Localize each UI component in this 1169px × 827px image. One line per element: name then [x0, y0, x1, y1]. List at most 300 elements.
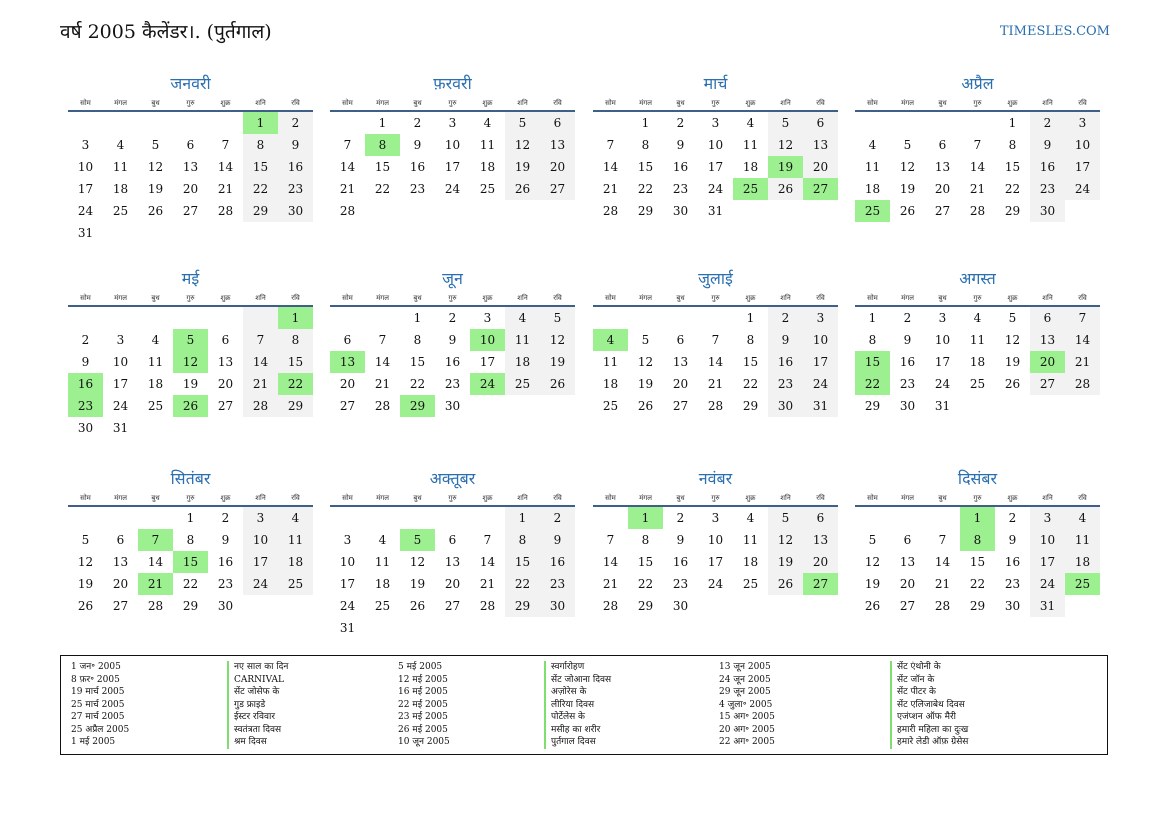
day-cell[interactable]: 19	[77, 577, 94, 591]
day-cell[interactable]: 25	[602, 399, 619, 413]
day-cell[interactable]: 10	[112, 355, 129, 369]
day-cell[interactable]: 16	[899, 355, 916, 369]
day-cell[interactable]: 20	[672, 377, 689, 391]
day-cell[interactable]: 12	[768, 134, 803, 156]
day-cell[interactable]: 12	[409, 555, 426, 569]
day-cell[interactable]: 21	[602, 577, 619, 591]
day-cell[interactable]: 2	[903, 311, 912, 325]
day-cell[interactable]: 26	[637, 399, 654, 413]
day-cell[interactable]: 9	[81, 355, 90, 369]
day-cell[interactable]: 7	[938, 533, 947, 547]
day-cell[interactable]: 17	[934, 355, 951, 369]
day-cell[interactable]: 14	[1065, 329, 1100, 351]
day-cell[interactable]: 28	[147, 599, 164, 613]
day-cell[interactable]: 7	[483, 533, 492, 547]
day-cell[interactable]: 19	[182, 377, 199, 391]
day-cell[interactable]: 16	[409, 160, 426, 174]
day-cell-holiday[interactable]: 21	[138, 573, 173, 595]
day-cell[interactable]: 4	[1065, 507, 1100, 529]
day-cell[interactable]: 31	[112, 421, 129, 435]
day-cell[interactable]: 11	[864, 160, 881, 174]
day-cell[interactable]: 5	[151, 138, 160, 152]
day-cell-holiday[interactable]: 29	[400, 395, 435, 417]
day-cell[interactable]: 28	[934, 599, 951, 613]
day-cell[interactable]: 13	[899, 555, 916, 569]
day-cell[interactable]: 31	[339, 621, 356, 635]
day-cell[interactable]: 18	[742, 555, 759, 569]
day-cell[interactable]: 30	[672, 599, 689, 613]
day-cell[interactable]: 13	[540, 134, 575, 156]
day-cell[interactable]: 20	[112, 577, 129, 591]
day-cell-holiday[interactable]: 13	[330, 351, 365, 373]
day-cell[interactable]: 2	[1030, 112, 1065, 134]
day-cell[interactable]: 14	[602, 160, 619, 174]
day-cell[interactable]: 21	[707, 377, 724, 391]
day-cell[interactable]: 9	[540, 529, 575, 551]
day-cell[interactable]: 11	[374, 555, 391, 569]
day-cell[interactable]: 19	[899, 182, 916, 196]
day-cell[interactable]: 19	[505, 156, 540, 178]
day-cell[interactable]: 18	[864, 182, 881, 196]
day-cell[interactable]: 25	[278, 573, 313, 595]
day-cell[interactable]: 23	[1004, 577, 1021, 591]
day-cell[interactable]: 13	[803, 529, 838, 551]
day-cell[interactable]: 24	[1030, 573, 1065, 595]
day-cell[interactable]: 26	[1004, 377, 1021, 391]
day-cell[interactable]: 1	[505, 507, 540, 529]
day-cell[interactable]: 23	[1030, 178, 1065, 200]
day-cell[interactable]: 18	[969, 355, 986, 369]
day-cell[interactable]: 10	[339, 555, 356, 569]
day-cell[interactable]: 31	[934, 399, 951, 413]
day-cell[interactable]: 18	[278, 551, 313, 573]
day-cell[interactable]: 4	[973, 311, 982, 325]
day-cell[interactable]: 20	[803, 551, 838, 573]
day-cell[interactable]: 28	[1065, 373, 1100, 395]
day-cell[interactable]: 23	[672, 182, 689, 196]
day-cell[interactable]: 16	[1030, 156, 1065, 178]
day-cell[interactable]: 12	[864, 555, 881, 569]
day-cell[interactable]: 2	[540, 507, 575, 529]
day-cell[interactable]: 28	[217, 204, 234, 218]
day-cell[interactable]: 24	[934, 377, 951, 391]
day-cell[interactable]: 26	[409, 599, 426, 613]
day-cell[interactable]: 11	[505, 329, 540, 351]
day-cell[interactable]: 2	[221, 511, 230, 525]
day-cell[interactable]: 4	[116, 138, 125, 152]
day-cell[interactable]: 18	[479, 160, 496, 174]
day-cell[interactable]: 6	[903, 533, 912, 547]
day-cell[interactable]: 7	[606, 138, 615, 152]
day-cell[interactable]: 14	[339, 160, 356, 174]
day-cell[interactable]: 22	[969, 577, 986, 591]
day-cell[interactable]: 15	[742, 355, 759, 369]
day-cell[interactable]: 20	[339, 377, 356, 391]
day-cell[interactable]: 4	[505, 307, 540, 329]
day-cell[interactable]: 9	[903, 333, 912, 347]
day-cell-holiday[interactable]: 8	[960, 529, 995, 551]
day-cell[interactable]: 11	[602, 355, 619, 369]
day-cell[interactable]: 29	[505, 595, 540, 617]
day-cell[interactable]: 31	[1030, 595, 1065, 617]
day-cell-holiday[interactable]: 25	[733, 178, 768, 200]
day-cell[interactable]: 2	[448, 311, 457, 325]
day-cell[interactable]: 12	[505, 134, 540, 156]
day-cell-holiday[interactable]: 1	[960, 507, 995, 529]
day-cell[interactable]: 7	[711, 333, 720, 347]
day-cell[interactable]: 17	[77, 182, 94, 196]
day-cell-holiday[interactable]: 5	[173, 329, 208, 351]
day-cell[interactable]: 20	[444, 577, 461, 591]
day-cell-holiday[interactable]: 1	[243, 112, 278, 134]
day-cell[interactable]: 5	[768, 507, 803, 529]
day-cell[interactable]: 1	[186, 511, 195, 525]
day-cell[interactable]: 13	[672, 355, 689, 369]
day-cell[interactable]: 22	[374, 182, 391, 196]
day-cell[interactable]: 22	[243, 178, 278, 200]
day-cell[interactable]: 26	[768, 178, 803, 200]
day-cell[interactable]: 10	[77, 160, 94, 174]
day-cell[interactable]: 30	[444, 399, 461, 413]
day-cell[interactable]: 18	[602, 377, 619, 391]
day-cell[interactable]: 26	[899, 204, 916, 218]
day-cell[interactable]: 25	[969, 377, 986, 391]
day-cell[interactable]: 27	[182, 204, 199, 218]
day-cell[interactable]: 23	[278, 178, 313, 200]
day-cell-holiday[interactable]: 25	[855, 200, 890, 222]
day-cell[interactable]: 18	[742, 160, 759, 174]
day-cell[interactable]: 10	[1030, 529, 1065, 551]
day-cell[interactable]: 3	[711, 511, 720, 525]
day-cell[interactable]: 2	[413, 116, 422, 130]
day-cell-holiday[interactable]: 1	[628, 507, 663, 529]
day-cell[interactable]: 22	[637, 182, 654, 196]
day-cell[interactable]: 21	[339, 182, 356, 196]
day-cell[interactable]: 16	[768, 351, 803, 373]
day-cell[interactable]: 19	[864, 577, 881, 591]
day-cell[interactable]: 7	[378, 333, 387, 347]
day-cell[interactable]: 27	[540, 178, 575, 200]
day-cell[interactable]: 6	[343, 333, 352, 347]
day-cell[interactable]: 9	[676, 533, 685, 547]
day-cell[interactable]: 11	[479, 138, 496, 152]
day-cell[interactable]: 15	[505, 551, 540, 573]
day-cell[interactable]: 13	[934, 160, 951, 174]
day-cell[interactable]: 28	[602, 599, 619, 613]
day-cell[interactable]: 16	[444, 355, 461, 369]
day-cell[interactable]: 11	[112, 160, 129, 174]
day-cell[interactable]: 17	[243, 551, 278, 573]
day-cell[interactable]: 4	[746, 116, 755, 130]
day-cell[interactable]: 21	[969, 182, 986, 196]
day-cell[interactable]: 18	[112, 182, 129, 196]
day-cell[interactable]: 16	[278, 156, 313, 178]
day-cell[interactable]: 23	[899, 377, 916, 391]
day-cell[interactable]: 16	[672, 160, 689, 174]
day-cell[interactable]: 1	[378, 116, 387, 130]
day-cell[interactable]: 6	[221, 333, 230, 347]
day-cell-holiday[interactable]: 15	[173, 551, 208, 573]
day-cell[interactable]: 14	[969, 160, 986, 174]
day-cell[interactable]: 3	[81, 138, 90, 152]
day-cell[interactable]: 17	[112, 377, 129, 391]
day-cell[interactable]: 11	[278, 529, 313, 551]
day-cell-holiday[interactable]: 1	[278, 307, 313, 329]
day-cell[interactable]: 12	[147, 160, 164, 174]
day-cell[interactable]: 29	[969, 599, 986, 613]
day-cell[interactable]: 6	[938, 138, 947, 152]
day-cell[interactable]: 25	[505, 373, 540, 395]
day-cell[interactable]: 30	[768, 395, 803, 417]
day-cell[interactable]: 8	[1008, 138, 1017, 152]
day-cell[interactable]: 7	[243, 329, 278, 351]
day-cell[interactable]: 15	[637, 160, 654, 174]
day-cell[interactable]: 4	[746, 511, 755, 525]
day-cell[interactable]: 13	[182, 160, 199, 174]
day-cell-holiday[interactable]: 8	[365, 134, 400, 156]
day-cell[interactable]: 9	[221, 533, 230, 547]
day-cell[interactable]: 15	[374, 160, 391, 174]
day-cell[interactable]: 3	[938, 311, 947, 325]
day-cell[interactable]: 15	[637, 555, 654, 569]
day-cell[interactable]: 10	[934, 333, 951, 347]
day-cell[interactable]: 9	[413, 138, 422, 152]
day-cell[interactable]: 27	[444, 599, 461, 613]
day-cell[interactable]: 30	[77, 421, 94, 435]
day-cell[interactable]: 27	[217, 399, 234, 413]
day-cell[interactable]: 13	[112, 555, 129, 569]
day-cell[interactable]: 18	[147, 377, 164, 391]
day-cell[interactable]: 6	[803, 507, 838, 529]
day-cell[interactable]: 15	[409, 355, 426, 369]
day-cell[interactable]: 8	[505, 529, 540, 551]
day-cell-holiday[interactable]: 15	[855, 351, 890, 373]
day-cell[interactable]: 11	[742, 138, 759, 152]
day-cell-holiday[interactable]: 4	[593, 329, 628, 351]
day-cell[interactable]: 4	[868, 138, 877, 152]
day-cell[interactable]: 11	[742, 533, 759, 547]
day-cell[interactable]: 22	[1004, 182, 1021, 196]
day-cell[interactable]: 24	[112, 399, 129, 413]
day-cell[interactable]: 20	[803, 156, 838, 178]
day-cell[interactable]: 7	[973, 138, 982, 152]
day-cell[interactable]: 24	[707, 577, 724, 591]
day-cell[interactable]: 13	[803, 134, 838, 156]
day-cell-holiday[interactable]: 20	[1030, 351, 1065, 373]
day-cell[interactable]: 21	[217, 182, 234, 196]
day-cell[interactable]: 21	[243, 373, 278, 395]
day-cell-holiday[interactable]: 23	[68, 395, 103, 417]
day-cell-holiday[interactable]: 27	[803, 573, 838, 595]
day-cell[interactable]: 21	[479, 577, 496, 591]
day-cell[interactable]: 2	[1008, 511, 1017, 525]
day-cell[interactable]: 7	[221, 138, 230, 152]
day-cell[interactable]: 7	[343, 138, 352, 152]
day-cell[interactable]: 14	[217, 160, 234, 174]
day-cell[interactable]: 18	[505, 351, 540, 373]
day-cell[interactable]: 21	[1065, 351, 1100, 373]
day-cell[interactable]: 9	[768, 329, 803, 351]
day-cell[interactable]: 22	[742, 377, 759, 391]
day-cell[interactable]: 2	[768, 307, 803, 329]
day-cell[interactable]: 15	[969, 555, 986, 569]
day-cell[interactable]: 3	[1030, 507, 1065, 529]
day-cell[interactable]: 30	[899, 399, 916, 413]
day-cell[interactable]: 4	[151, 333, 160, 347]
day-cell[interactable]: 12	[637, 355, 654, 369]
day-cell[interactable]: 10	[1065, 134, 1100, 156]
day-cell-holiday[interactable]: 25	[1065, 573, 1100, 595]
day-cell-holiday[interactable]: 12	[173, 351, 208, 373]
day-cell[interactable]: 26	[540, 373, 575, 395]
day-cell[interactable]: 24	[339, 599, 356, 613]
day-cell[interactable]: 12	[1004, 333, 1021, 347]
day-cell[interactable]: 10	[243, 529, 278, 551]
day-cell[interactable]: 14	[147, 555, 164, 569]
day-cell[interactable]: 22	[637, 577, 654, 591]
day-cell[interactable]: 27	[112, 599, 129, 613]
day-cell[interactable]: 26	[864, 599, 881, 613]
day-cell[interactable]: 6	[186, 138, 195, 152]
day-cell[interactable]: 3	[711, 116, 720, 130]
day-cell[interactable]: 6	[448, 533, 457, 547]
day-cell[interactable]: 8	[746, 333, 755, 347]
day-cell[interactable]: 19	[768, 551, 803, 573]
day-cell[interactable]: 24	[803, 373, 838, 395]
day-cell[interactable]: 1	[746, 311, 755, 325]
day-cell-holiday[interactable]: 22	[855, 373, 890, 395]
day-cell[interactable]: 28	[969, 204, 986, 218]
day-cell[interactable]: 9	[676, 138, 685, 152]
day-cell[interactable]: 29	[243, 200, 278, 222]
day-cell[interactable]: 6	[116, 533, 125, 547]
day-cell-holiday[interactable]: 19	[768, 156, 803, 178]
day-cell[interactable]: 1	[413, 311, 422, 325]
day-cell[interactable]: 11	[969, 333, 986, 347]
day-cell[interactable]: 19	[637, 377, 654, 391]
day-cell[interactable]: 25	[742, 577, 759, 591]
day-cell[interactable]: 29	[182, 599, 199, 613]
day-cell[interactable]: 3	[1065, 112, 1100, 134]
day-cell[interactable]: 22	[409, 377, 426, 391]
day-cell[interactable]: 17	[803, 351, 838, 373]
day-cell[interactable]: 13	[217, 355, 234, 369]
day-cell[interactable]: 24	[243, 573, 278, 595]
day-cell[interactable]: 21	[374, 377, 391, 391]
day-cell[interactable]: 12	[768, 529, 803, 551]
day-cell[interactable]: 6	[803, 112, 838, 134]
day-cell[interactable]: 5	[903, 138, 912, 152]
day-cell[interactable]: 28	[602, 204, 619, 218]
day-cell[interactable]: 5	[540, 307, 575, 329]
day-cell[interactable]: 17	[707, 160, 724, 174]
day-cell[interactable]: 25	[374, 599, 391, 613]
day-cell[interactable]: 3	[343, 533, 352, 547]
day-cell[interactable]: 16	[540, 551, 575, 573]
day-cell[interactable]: 1	[641, 116, 650, 130]
day-cell[interactable]: 12	[77, 555, 94, 569]
day-cell[interactable]: 6	[540, 112, 575, 134]
day-cell[interactable]: 11	[1065, 529, 1100, 551]
day-cell[interactable]: 31	[803, 395, 838, 417]
day-cell[interactable]: 30	[1004, 599, 1021, 613]
day-cell[interactable]: 15	[278, 351, 313, 373]
day-cell-holiday[interactable]: 5	[400, 529, 435, 551]
day-cell[interactable]: 18	[374, 577, 391, 591]
day-cell[interactable]: 8	[641, 533, 650, 547]
day-cell[interactable]: 23	[444, 377, 461, 391]
day-cell[interactable]: 14	[602, 555, 619, 569]
day-cell[interactable]: 10	[803, 329, 838, 351]
day-cell[interactable]: 6	[1030, 307, 1065, 329]
day-cell[interactable]: 10	[707, 138, 724, 152]
day-cell[interactable]: 30	[217, 599, 234, 613]
day-cell[interactable]: 30	[1030, 200, 1065, 222]
day-cell[interactable]: 24	[444, 182, 461, 196]
day-cell[interactable]: 26	[768, 573, 803, 595]
day-cell[interactable]: 28	[479, 599, 496, 613]
day-cell[interactable]: 8	[413, 333, 422, 347]
day-cell[interactable]: 20	[899, 577, 916, 591]
day-cell[interactable]: 20	[182, 182, 199, 196]
day-cell[interactable]: 23	[540, 573, 575, 595]
day-cell[interactable]: 25	[479, 182, 496, 196]
day-cell[interactable]: 4	[483, 116, 492, 130]
day-cell[interactable]: 28	[243, 395, 278, 417]
day-cell-holiday[interactable]: 26	[173, 395, 208, 417]
day-cell-holiday[interactable]: 27	[803, 178, 838, 200]
day-cell[interactable]: 17	[339, 577, 356, 591]
day-cell[interactable]: 19	[540, 351, 575, 373]
day-cell[interactable]: 27	[1030, 373, 1065, 395]
day-cell-holiday[interactable]: 22	[278, 373, 313, 395]
day-cell[interactable]: 21	[602, 182, 619, 196]
day-cell[interactable]: 14	[479, 555, 496, 569]
day-cell[interactable]: 17	[707, 555, 724, 569]
day-cell[interactable]: 23	[409, 182, 426, 196]
day-cell[interactable]: 24	[1065, 178, 1100, 200]
day-cell[interactable]: 8	[278, 329, 313, 351]
day-cell[interactable]: 15	[243, 156, 278, 178]
day-cell[interactable]: 22	[182, 577, 199, 591]
day-cell[interactable]: 3	[803, 307, 838, 329]
day-cell[interactable]: 9	[1008, 533, 1017, 547]
day-cell[interactable]: 19	[409, 577, 426, 591]
day-cell[interactable]: 16	[1004, 555, 1021, 569]
day-cell[interactable]: 17	[1030, 551, 1065, 573]
day-cell[interactable]: 13	[444, 555, 461, 569]
day-cell[interactable]: 9	[1030, 134, 1065, 156]
day-cell[interactable]: 10	[707, 533, 724, 547]
day-cell[interactable]: 14	[243, 351, 278, 373]
day-cell[interactable]: 8	[186, 533, 195, 547]
day-cell[interactable]: 22	[505, 573, 540, 595]
day-cell[interactable]: 5	[868, 533, 877, 547]
day-cell[interactable]: 23	[672, 577, 689, 591]
day-cell-holiday[interactable]: 7	[138, 529, 173, 551]
day-cell[interactable]: 30	[540, 595, 575, 617]
day-cell[interactable]: 20	[540, 156, 575, 178]
day-cell-holiday[interactable]: 10	[470, 329, 505, 351]
day-cell[interactable]: 14	[707, 355, 724, 369]
day-cell[interactable]: 8	[641, 138, 650, 152]
day-cell[interactable]: 1	[868, 311, 877, 325]
day-cell[interactable]: 14	[934, 555, 951, 569]
day-cell[interactable]: 31	[77, 226, 94, 240]
day-cell[interactable]: 18	[1065, 551, 1100, 573]
day-cell[interactable]: 25	[112, 204, 129, 218]
day-cell[interactable]: 24	[707, 182, 724, 196]
